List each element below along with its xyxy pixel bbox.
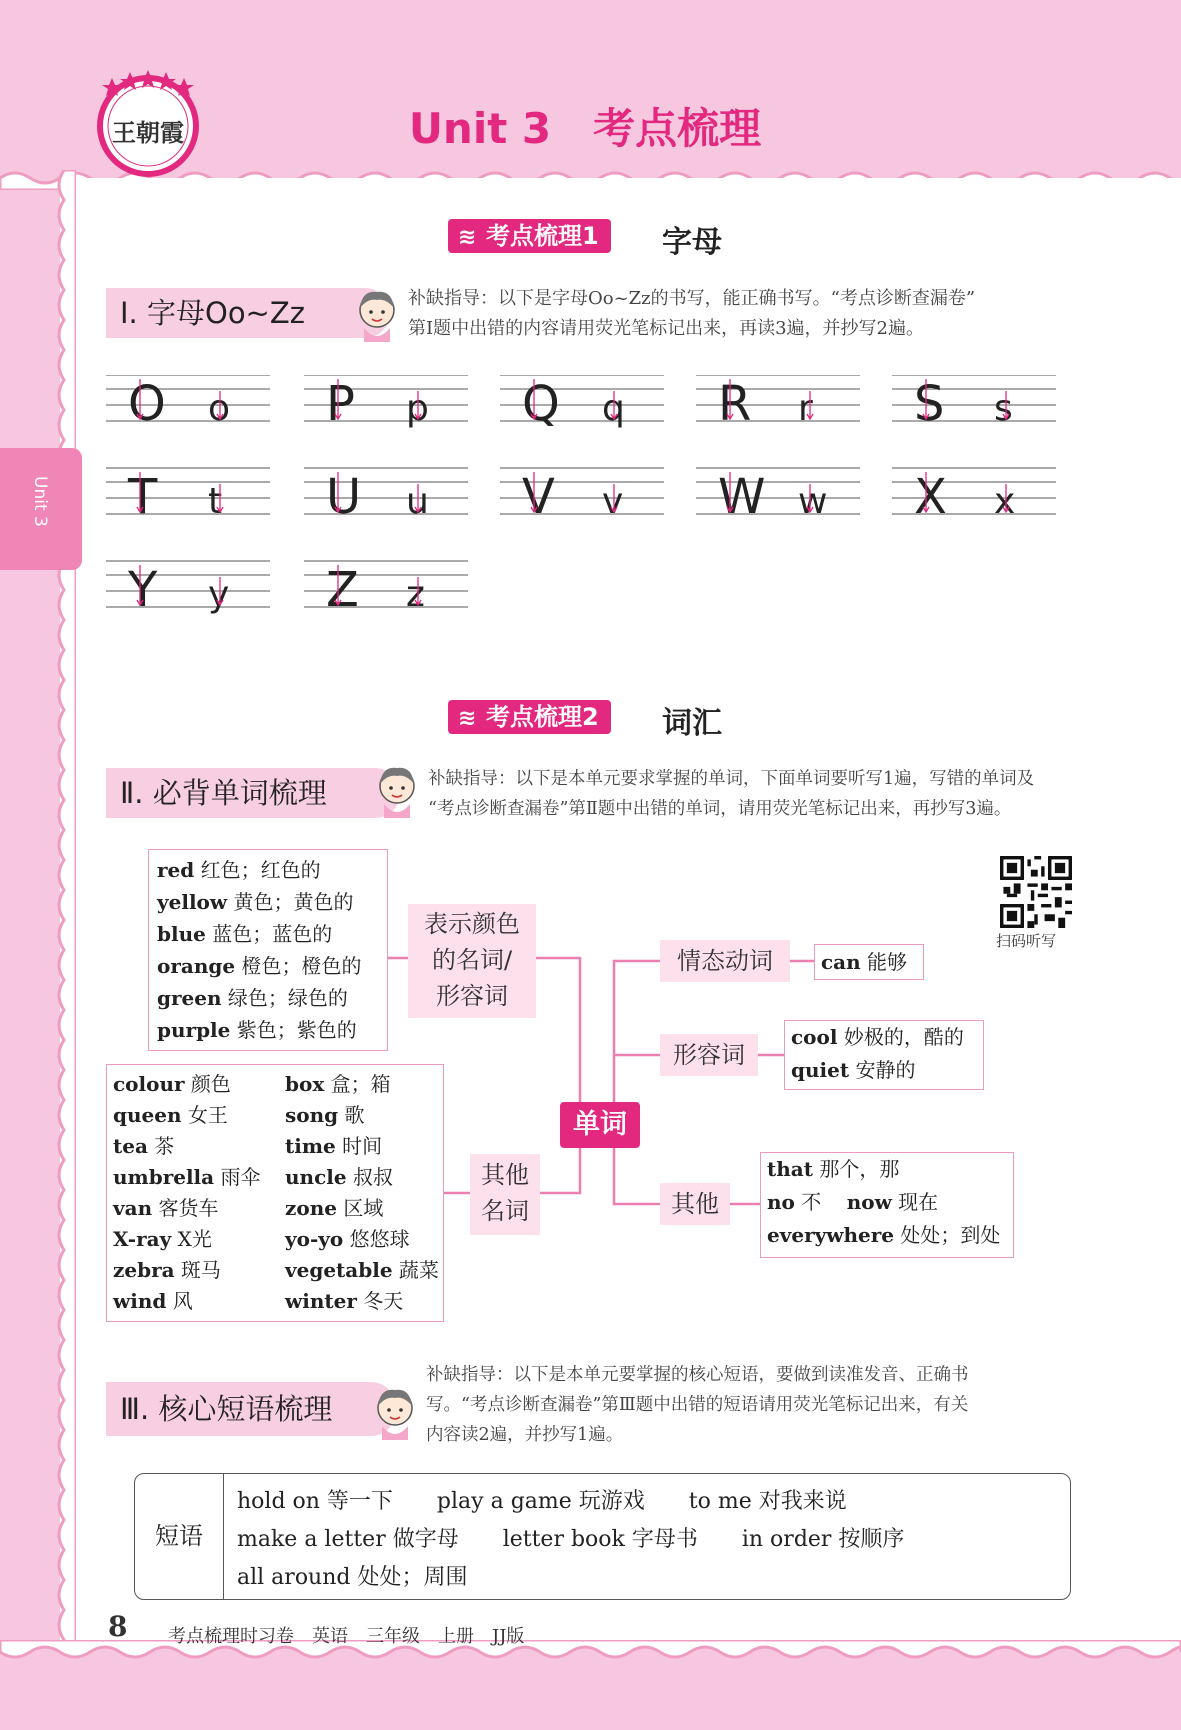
word-entry	[285, 1193, 439, 1224]
part3-guide-line3: 内容读2遍，并抄写1遍。	[426, 1425, 624, 1445]
wave-lines-icon: ≋	[458, 225, 477, 250]
node-adjectives: 形容词	[660, 1034, 758, 1076]
other-nouns-left-list	[113, 1069, 260, 1317]
qr-caption: 扫码听写	[996, 932, 1057, 950]
uppercase-letter: U	[326, 469, 362, 525]
word-meaning: 悠悠球	[343, 1227, 410, 1251]
word-entry	[285, 1100, 439, 1131]
word-quiet: quiet	[791, 1058, 850, 1082]
part3-guide-line2: 写。“考点诊断查漏卷”第Ⅲ题中出错的短语请用荧光笔标记出来，有关	[426, 1395, 969, 1415]
word-meaning: 风	[166, 1289, 193, 1313]
word-entry	[157, 1014, 387, 1046]
node-other-nouns-line2: 名词	[481, 1197, 529, 1225]
uppercase-letter: Q	[522, 376, 560, 432]
word-no-meaning: 不	[801, 1190, 822, 1214]
word-entry	[285, 1162, 439, 1193]
uppercase-letter: V	[522, 469, 555, 525]
word-meaning: 女王	[181, 1103, 228, 1127]
section1-badge-label: 考点梳理1	[486, 222, 599, 250]
word-cool: cool	[791, 1025, 838, 1049]
word-everywhere-meaning: 处处；到处	[900, 1223, 1001, 1247]
colors-word-box	[148, 849, 388, 1051]
node-modal-verbs: 情态动词	[660, 940, 790, 982]
lowercase-letter: v	[602, 481, 624, 522]
lowercase-letter: r	[798, 388, 813, 429]
word-english: vegetable	[285, 1258, 393, 1282]
qr-code-icon[interactable]	[1000, 856, 1072, 928]
word-english: colour	[113, 1072, 185, 1096]
word-english: winter	[285, 1289, 357, 1313]
book-info: 考点梳理时习卷 英语 三年级 上册 JJ版	[168, 1626, 525, 1647]
part2-guide	[428, 764, 1034, 824]
word-can-meaning: 能够	[867, 950, 908, 974]
word-meaning: 橙色；橙色的	[235, 954, 362, 978]
section2-badge	[448, 700, 611, 734]
lowercase-letter: q	[602, 388, 625, 429]
uppercase-letter: T	[128, 469, 158, 525]
word-meaning: 茶	[147, 1134, 175, 1158]
word-english: blue	[157, 922, 206, 946]
word-meaning: 冬天	[356, 1289, 404, 1313]
part3-guide	[426, 1360, 969, 1450]
word-meaning: 时间	[335, 1134, 383, 1158]
page-number: 8	[108, 1610, 128, 1643]
word-english: zone	[285, 1196, 337, 1220]
lowercase-letter: u	[406, 481, 429, 522]
word-english: song	[285, 1103, 339, 1127]
word-meaning: 蔬菜	[392, 1258, 439, 1282]
word-entry	[157, 886, 387, 918]
part1-title: Ⅰ. 字母Oo~Zz	[106, 288, 390, 338]
logo-text: 王朝霞	[112, 118, 184, 147]
letter-writing-grid	[100, 375, 1070, 645]
word-entry	[285, 1224, 439, 1255]
word-english: box	[285, 1072, 325, 1096]
page-title: Unit 3 考点梳理	[408, 104, 762, 153]
part2-title: Ⅱ. 必背单词梳理	[106, 768, 400, 818]
word-entry	[157, 918, 387, 950]
node-colors-line1: 表示颜色	[424, 910, 520, 938]
word-quiet-meaning: 安静的	[855, 1058, 916, 1082]
word-entry	[285, 1255, 439, 1286]
unit-side-tab	[0, 448, 82, 570]
word-entry	[113, 1100, 260, 1131]
word-english: purple	[157, 1018, 231, 1042]
other-nouns-right-list	[285, 1069, 439, 1317]
uppercase-letter: S	[914, 376, 945, 432]
uppercase-letter: Z	[326, 562, 359, 618]
word-now-meaning: 现在	[898, 1190, 939, 1214]
word-entry	[285, 1286, 439, 1317]
word-that-meaning: 那个，那	[819, 1157, 900, 1181]
uppercase-letter: O	[128, 376, 166, 432]
word-meaning: 雨伞	[214, 1165, 261, 1189]
phrase-table	[134, 1473, 1071, 1600]
lowercase-letter: t	[208, 481, 223, 522]
word-english: red	[157, 858, 195, 882]
word-entry	[113, 1193, 260, 1224]
part3-guide-line1: 补缺指导：以下是本单元要掌握的核心短语，要做到读准发音、正确书	[426, 1365, 969, 1385]
girl-avatar-icon	[372, 762, 422, 818]
brand-logo	[92, 68, 204, 180]
lowercase-letter: p	[406, 388, 429, 429]
word-meaning: 客货车	[152, 1196, 219, 1220]
word-entry	[285, 1069, 439, 1100]
section2-badge-label: 考点梳理2	[486, 703, 599, 731]
word-entry	[113, 1131, 260, 1162]
word-english: yo-yo	[285, 1227, 344, 1251]
word-meaning: 绿色；绿色的	[221, 986, 348, 1010]
girl-avatar-icon	[352, 286, 402, 342]
word-english: wind	[113, 1289, 167, 1313]
word-entry	[113, 1162, 260, 1193]
uppercase-letter: R	[718, 376, 752, 432]
word-english: orange	[157, 954, 236, 978]
word-english: umbrella	[113, 1165, 215, 1189]
uppercase-letter: Y	[128, 562, 158, 618]
wave-lines-icon: ≋	[458, 706, 477, 731]
word-can: can	[821, 950, 861, 974]
uppercase-letter: X	[914, 469, 947, 525]
word-entry	[113, 1069, 260, 1100]
word-entry	[157, 854, 387, 886]
left-wave-border	[46, 170, 76, 1650]
word-entry	[157, 982, 387, 1014]
word-english: van	[113, 1196, 153, 1220]
word-entry	[113, 1224, 260, 1255]
uppercase-letter: W	[718, 469, 766, 525]
section2-title: 词汇	[662, 706, 722, 741]
node-colors-line2: 的名词/	[431, 946, 513, 974]
word-meaning: X光	[171, 1227, 212, 1251]
lowercase-letter: x	[994, 481, 1016, 522]
lowercase-letter: z	[406, 574, 425, 615]
modal-word-box	[814, 944, 924, 980]
word-meaning: 颜色	[184, 1072, 231, 1096]
node-center-words: 单词	[560, 1102, 640, 1148]
node-other-nouns	[470, 1154, 540, 1235]
node-others: 其他	[660, 1183, 730, 1225]
other-nouns-box	[106, 1064, 444, 1322]
word-english: uncle	[285, 1165, 347, 1189]
lowercase-letter: w	[798, 481, 828, 522]
phrase-row-1: hold on 等一下 play a game 玩游戏 to me 对我来说	[237, 1489, 847, 1514]
word-meaning: 蓝色；蓝色的	[205, 922, 333, 946]
word-meaning: 盒；箱	[324, 1072, 391, 1096]
other-word-box	[760, 1152, 1014, 1258]
word-meaning: 叔叔	[346, 1165, 393, 1189]
word-entry	[113, 1255, 260, 1286]
phrase-table-label: 短语	[135, 1474, 224, 1599]
word-english: yellow	[157, 890, 228, 914]
node-other-nouns-line1: 其他	[481, 1161, 529, 1189]
word-cool-meaning: 妙极的，酷的	[843, 1025, 964, 1049]
part2-guide-line1: 补缺指导：以下是本单元要求掌握的单词，下面单词要听写1遍，写错的单词及	[428, 769, 1035, 789]
section1-badge	[448, 219, 611, 253]
word-english: time	[285, 1134, 336, 1158]
adj-word-box	[784, 1020, 984, 1090]
lowercase-letter: y	[208, 574, 230, 615]
lowercase-letter: o	[208, 388, 231, 429]
part1-guide-line2: 第Ⅰ题中出错的内容请用荧光笔标记出来，再读3遍，并抄写2遍。	[408, 318, 925, 339]
word-now: now	[846, 1190, 892, 1214]
section1-title: 字母	[662, 225, 722, 260]
phrase-row-2: make a letter 做字母 letter book 字母书 in order 按顺序	[237, 1527, 905, 1552]
word-meaning: 黄色；黄色的	[227, 890, 354, 914]
part1-guide	[408, 284, 975, 344]
node-colors	[408, 904, 536, 1018]
word-meaning: 斑马	[174, 1258, 221, 1282]
word-meaning: 红色；红色的	[194, 858, 321, 882]
word-meaning: 紫色；紫色的	[230, 1018, 357, 1042]
uppercase-letter: P	[326, 376, 355, 432]
lowercase-letter: s	[994, 388, 1013, 429]
word-entry	[157, 950, 387, 982]
word-entry	[113, 1286, 260, 1317]
phrase-row-3: all around 处处；周围	[237, 1565, 468, 1590]
word-no: no	[767, 1190, 795, 1214]
word-english: queen	[113, 1103, 182, 1127]
part3-title: Ⅲ. 核心短语梳理	[106, 1382, 396, 1436]
word-english: zebra	[113, 1258, 175, 1282]
word-english: X-ray	[113, 1227, 172, 1251]
word-meaning: 歌	[338, 1103, 365, 1127]
part1-guide-line1: 补缺指导：以下是字母Oo~Zz的书写，能正确书写。“考点诊断查漏卷”	[408, 288, 976, 309]
word-english: tea	[113, 1134, 148, 1158]
word-that: that	[767, 1157, 813, 1181]
word-entry	[285, 1131, 439, 1162]
girl-avatar-icon	[370, 1384, 420, 1440]
colors-word-list	[157, 854, 387, 1046]
node-colors-line3: 形容词	[436, 982, 508, 1010]
part2-guide-line2: “考点诊断查漏卷”第Ⅱ题中出错的单词，请用荧光笔标记出来，再抄写3遍。	[428, 799, 1012, 819]
word-everywhere: everywhere	[767, 1223, 894, 1247]
word-meaning: 区域	[336, 1196, 384, 1220]
word-english: green	[157, 986, 222, 1010]
side-tab-label: Unit 3	[30, 476, 50, 527]
